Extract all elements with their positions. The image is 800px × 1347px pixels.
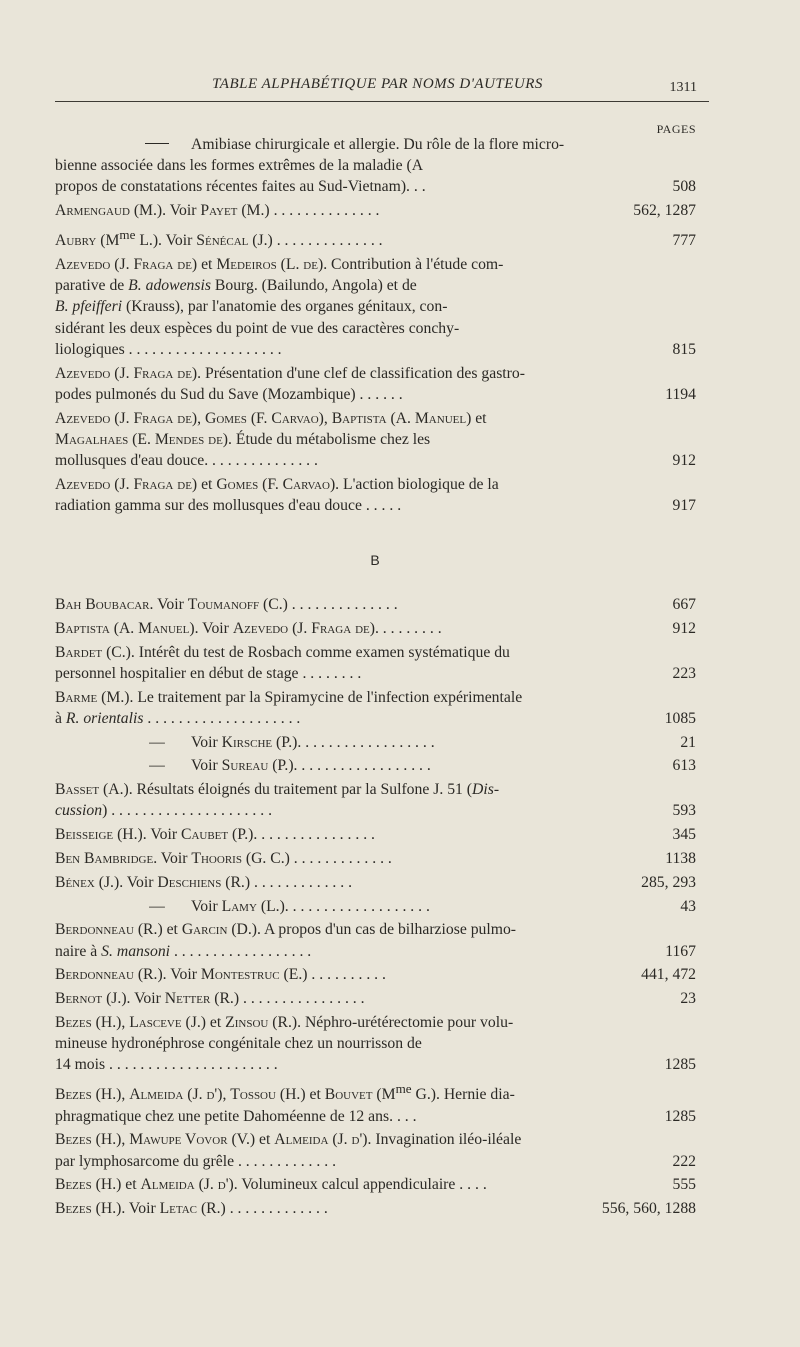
page-reference: 1167 [665, 942, 696, 960]
index-entry: Amibiase chirurgicale et allergie. Du rôle de la flore micro- bienne associée dans les formes extrêmes de la maladie (A propos de constatations récentes faites au Sud-Vietnam). . . 508 [55, 134, 696, 198]
index-entry: Bernot (J.). Voir Netter (R.) . . . . . . . . . . . . . . . . 23 [55, 988, 696, 1009]
page-reference: 21 [680, 733, 696, 751]
index-entry: Bezes (H.), Mawupe Vovor (V.) et Almeida (J. d'). Invagination iléo-iléale par lymphosarcome du grêle . . . . . . . . . . . . . 222 [55, 1129, 696, 1171]
index-entry: Azevedo (J. Fraga de). Présentation d'une clef de classification des gastro- podes pulmonés du Sud du Save (Mozambique) . . . . . . 1194 [55, 363, 696, 405]
page-reference: 556, 560, 1288 [601, 1200, 696, 1218]
author-name: Basset [55, 781, 100, 799]
page-reference: 43 [680, 897, 696, 915]
author-name: Deschiens [157, 873, 222, 891]
index-entry: — Voir Lamy (L.). . . . . . . . . . . . . . . . . . . 43 [55, 896, 696, 917]
index-entry: Berdonneau (R.). Voir Montestruc (E.) . . . . . . . . . . 441, 472 [55, 964, 696, 985]
index-entry: — Voir Sureau (P.). . . . . . . . . . . . . . . . . . 613 [55, 755, 696, 776]
page-reference: 917 [672, 497, 696, 515]
author-name: Azevedo [55, 475, 111, 493]
index-entry: Bezes (H.), Lasceve (J.) et Zinsou (R.). Néphro-urétérectomie pour volu- mineuse hydronéphrose congénitale chez un nourrisson de 14 mois . . . . . . . . . . . . . . . . . . . . . . 1285 [55, 1012, 696, 1076]
author-name: Netter [164, 990, 211, 1008]
index-entry: Azevedo (J. Fraga de), Gomes (F. Carvao), Baptista (A. Manuel) et Magalhaes (E. Mendes de). Étude du métabolisme chez les mollusques d'eau douce. . . . . . . . . . . . . . . 912 [55, 408, 696, 472]
author-name: Berdonneau [55, 966, 134, 984]
author-name: Sureau [221, 757, 269, 775]
author-name: Baptista [55, 619, 110, 637]
continuation-dash: — [149, 897, 165, 915]
continuation-dash: — [149, 757, 165, 775]
author-name: Kirsche [221, 733, 273, 751]
page-reference: 777 [672, 232, 696, 250]
page-title: TABLE ALPHABÉTIQUE PAR NOMS D'AUTEURS [212, 76, 543, 92]
author-name: Aubry [55, 232, 97, 250]
page-reference: 912 [672, 619, 696, 637]
author-name: Montestruc [200, 966, 280, 984]
index-entry: Ben Bambridge. Voir Thooris (G. C.) . . . . . . . . . . . . . 1138 [55, 848, 696, 869]
page-reference: 912 [672, 452, 696, 470]
author-name: Armengaud [55, 202, 130, 220]
index-entry: Azevedo (J. Fraga de) et Gomes (F. Carvao). L'action biologique de la radiation gamma sur des mollusques d'eau douce . . . . . 917 [55, 474, 696, 516]
pages-column-label: PAGES [656, 122, 696, 136]
page-reference: 345 [672, 826, 696, 844]
index-entry: Beisseige (H.). Voir Caubet (P.). . . . . . . . . . . . . . . . 345 [55, 824, 696, 845]
author-name: Lasceve [129, 1013, 182, 1031]
index-entry: Baptista (A. Manuel). Voir Azevedo (J. Fraga de). . . . . . . . . 912 [55, 618, 696, 639]
page-reference: 223 [672, 664, 696, 682]
author-name: Azevedo [55, 364, 111, 382]
page-reference: 1085 [664, 709, 696, 727]
section-heading-b: B [370, 552, 380, 568]
index-entry: Azevedo (J. Fraga de) et Medeiros (L. de). Contribution à l'étude com- parative de B. adowensis Bourg. (Bailundo, Angola) et de B. pfeifferi (Krauss), par l'anatomie des organes génitaux, con- sidérant les deux espèces du point de vue des caractères conchy- liologiques . . . . . . . . . . . . . . . . . . . . 815 [55, 254, 696, 360]
author-name: Garcin [181, 921, 228, 939]
author-name: Thooris [191, 849, 242, 867]
page-reference: 613 [672, 757, 696, 775]
author-name: Bah Boubacar [55, 596, 150, 613]
author-name: Caubet [180, 826, 229, 844]
author-name: Ben Bambridge [55, 849, 154, 867]
author-name: Bezes [55, 1086, 92, 1104]
author-name: Zinsou [225, 1013, 269, 1031]
author-name: Bezes [55, 1200, 92, 1218]
author-name: Magalhaes [55, 430, 129, 448]
page-reference: 441, 472 [641, 966, 696, 984]
author-name: Barme [55, 688, 98, 706]
author-name: Bardet [55, 643, 103, 661]
page-reference: 593 [672, 802, 696, 820]
author-name: Bénex [55, 873, 95, 891]
continuation-dash: — [149, 733, 165, 751]
index-entry: Bénex (J.). Voir Deschiens (R.) . . . . . . . . . . . . . 285, 293 [55, 872, 696, 893]
author-name: Almeida [129, 1086, 184, 1104]
author-name: Beisseige [55, 826, 114, 844]
author-name: Payet [200, 202, 238, 220]
running-header [55, 76, 700, 100]
index-section-b [55, 594, 696, 1222]
author-name: Baptista [331, 409, 387, 427]
author-name: Lamy [221, 897, 257, 915]
author-name: Gomes [205, 409, 247, 427]
author-name: Bouvet [324, 1086, 373, 1104]
index-entry: Barme (M.). Le traitement par la Spiramycine de l'infection expérimentale à R. orientalis . . . . . . . . . . . . . . . . . . . . 1085 [55, 687, 696, 729]
author-name: Azevedo [55, 256, 111, 274]
page-reference: 1285 [664, 1107, 696, 1125]
index-entry: Basset (A.). Résultats éloignés du traitement par la Sulfone J. 51 (Dis- cussion) . . . . . . . . . . . . . . . . . . . . . 593 [55, 779, 696, 821]
author-name: Bernot [55, 990, 103, 1008]
author-name: Sénécal [196, 232, 249, 250]
author-name: Bezes [55, 1013, 92, 1031]
author-name: Azevedo [232, 619, 289, 637]
page-reference: 23 [680, 990, 696, 1008]
page-reference: 1138 [665, 849, 696, 867]
author-name: Azevedo [55, 409, 111, 427]
page-reference: 1285 [664, 1056, 696, 1074]
index-entry: — Voir Kirsche (P.). . . . . . . . . . . . . . . . . . 21 [55, 732, 696, 753]
page-number: 1311 [669, 80, 697, 95]
author-name: Gomes [216, 475, 259, 493]
author-name: Letac [159, 1200, 198, 1218]
index-entry: Bah Boubacar. Voir Toumanoff (C.) . . . . . . . . . . . . . . 667 [55, 594, 696, 615]
index-entry: Bardet (C.). Intérêt du test de Rosbach comme examen systématique du personnel hospitalier en début de stage . . . . . . . . 223 [55, 642, 696, 684]
page-reference: 562, 1287 [633, 202, 696, 220]
header-rule [55, 101, 709, 102]
page-reference: 285, 293 [641, 873, 696, 891]
index-entry: Berdonneau (R.) et Garcin (D.). A propos d'un cas de bilharziose pulmo- naire à S. mansoni . . . . . . . . . . . . . . . . . . 1167 [55, 919, 696, 961]
author-name: Bezes [55, 1131, 92, 1149]
index-entry: Bezes (H.) et Almeida (J. d'). Volumineux calcul appendiculaire . . . . 555 [55, 1174, 696, 1195]
author-name: Tossou [230, 1086, 276, 1104]
page-reference: 222 [672, 1152, 696, 1170]
author-name: Bezes [55, 1176, 92, 1194]
author-name: Almeida [274, 1131, 329, 1149]
index-entry: Bezes (H.), Almeida (J. d'), Tossou (H.) et Bouvet ($M^{me}$ G.). Hernie dia- phragmatique chez une petite Dahoméenne de 12 ans. . . . 1285 [55, 1078, 696, 1127]
continuation-dash [123, 134, 191, 155]
page-reference: 815 [672, 340, 696, 358]
author-name: Medeiros [216, 256, 277, 274]
index-entry: Bezes (H.). Voir Letac (R.) . . . . . . . . . . . . . 556, 560, 1288 [55, 1198, 696, 1219]
page-reference: 508 [672, 178, 696, 196]
index-entry: Armengaud (M.). Voir Payet (M.) . . . . . . . . . . . . . . 562, 1287 [55, 200, 696, 221]
author-name: Almeida [140, 1176, 195, 1194]
index-section-a [55, 134, 696, 519]
page-reference: 555 [672, 1176, 696, 1194]
page-reference: 1194 [665, 385, 696, 403]
page-reference: 667 [672, 596, 696, 613]
author-name: Toumanoff [187, 596, 260, 613]
author-name: Mawupe Vovor [129, 1131, 228, 1149]
author-name: Berdonneau [55, 921, 134, 939]
index-entry: Aubry ($M^{me}$ L.). Voir Sénécal (J.) . . . . . . . . . . . . . . 777 [55, 224, 696, 251]
